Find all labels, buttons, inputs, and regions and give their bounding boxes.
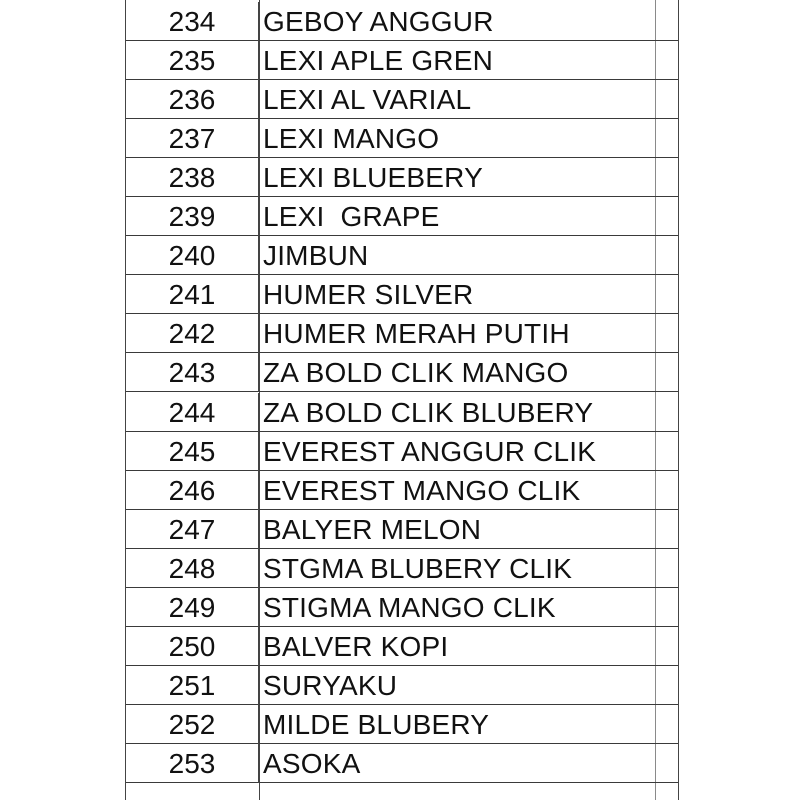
item-name-cell[interactable]: BALVER KOPI [263, 630, 449, 662]
row-number-cell[interactable]: 243 [126, 353, 259, 392]
item-name-cell[interactable]: ZA BOLD CLIK MANGO [263, 357, 569, 389]
row-number-cell[interactable]: 246 [126, 471, 259, 510]
row-number-cell[interactable]: 250 [126, 627, 259, 666]
item-name-cell[interactable]: STGMA BLUBERY CLIK [263, 552, 573, 584]
item-name-cell[interactable]: SURYAKU [263, 669, 398, 701]
row-number-cell[interactable]: 236 [126, 80, 259, 119]
item-name-cell[interactable]: ASOKA [263, 747, 361, 779]
row-number-cell[interactable]: 247 [126, 510, 259, 549]
row-number-cell[interactable]: 253 [126, 744, 259, 783]
table-row [126, 314, 678, 353]
item-name-cell[interactable]: EVEREST ANGGUR CLIK [263, 435, 597, 467]
table-row [126, 275, 678, 314]
item-name-cell[interactable]: LEXI APLE GREN [263, 45, 494, 77]
table-row [126, 510, 678, 549]
item-name-cell[interactable]: HUMER MERAH PUTIH [263, 318, 570, 350]
table-row [126, 119, 678, 158]
item-name-cell[interactable]: HUMER SILVER [263, 279, 474, 311]
item-name-cell[interactable]: EVEREST MANGO CLIK [263, 474, 581, 506]
row-number-cell[interactable]: 234 [126, 2, 259, 41]
row-number-cell[interactable]: 241 [126, 275, 259, 314]
table-row [126, 549, 678, 588]
table-row [126, 393, 678, 432]
table-row [126, 471, 678, 510]
table-row [126, 432, 678, 471]
item-name-cell[interactable]: MILDE BLUBERY [263, 708, 490, 740]
row-number-cell[interactable]: 248 [126, 549, 259, 588]
item-name-cell[interactable]: LEXI BLUEBERY [263, 162, 483, 194]
spreadsheet-table [125, 0, 679, 800]
table-row [126, 353, 678, 392]
table-row [126, 627, 678, 666]
row-number-cell[interactable]: 252 [126, 705, 259, 744]
row-number-cell[interactable]: 242 [126, 314, 259, 353]
table-row [126, 197, 678, 236]
table-row [126, 41, 678, 80]
item-name-cell[interactable]: STIGMA MANGO CLIK [263, 591, 556, 623]
row-number-cell[interactable]: 235 [126, 41, 259, 80]
row-number-cell[interactable]: 249 [126, 588, 259, 627]
table-row [126, 158, 678, 197]
table-row [126, 236, 678, 275]
item-name-cell[interactable]: LEXI AL VARIAL [263, 84, 472, 116]
table-row [126, 2, 678, 41]
item-name-cell[interactable]: LEXI GRAPE [263, 201, 440, 233]
item-name-cell[interactable]: ZA BOLD CLIK BLUBERY [263, 396, 594, 428]
row-number-cell[interactable]: 240 [126, 236, 259, 275]
row-number-cell[interactable]: 239 [126, 197, 259, 236]
item-name-cell[interactable]: BALYER MELON [263, 513, 482, 545]
item-name-cell[interactable]: JIMBUN [263, 240, 369, 272]
row-number-cell[interactable]: 251 [126, 666, 259, 705]
row-number-cell[interactable]: 245 [126, 432, 259, 471]
item-name-cell[interactable]: GEBOY ANGGUR [263, 6, 494, 37]
table-row [126, 666, 678, 705]
table-row [126, 744, 678, 783]
row-number-cell[interactable]: 244 [126, 393, 259, 432]
table-row [126, 80, 678, 119]
table-row [126, 588, 678, 627]
row-number-cell[interactable]: 238 [126, 158, 259, 197]
row-number-cell[interactable]: 237 [126, 119, 259, 158]
item-name-cell[interactable]: LEXI MANGO [263, 123, 440, 155]
table-row [126, 705, 678, 744]
